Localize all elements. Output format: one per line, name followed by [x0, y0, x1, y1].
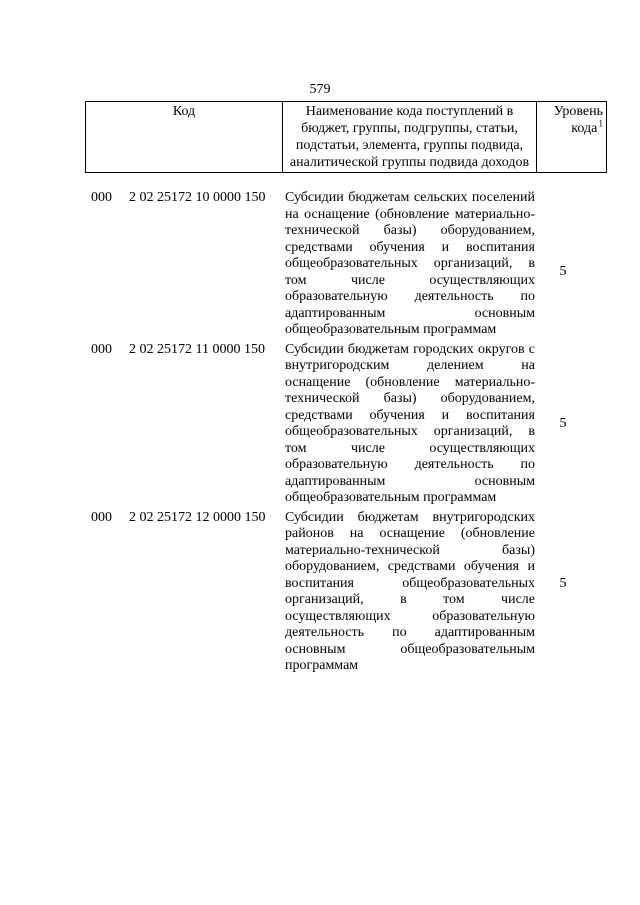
- level-value: 5: [559, 575, 567, 591]
- level-value: 5: [559, 264, 567, 279]
- table-body: [85, 190, 599, 678]
- header-table: [85, 101, 607, 173]
- income-name: Субсидии бюджетам городских округов с внутригородским делением на оснащение (обновление материально-технической базы) оборудованием, средствами обучения и воспитания общеобразовательных организаций, в том числе осуществляющих образовательную деятельность по адаптированным основным общеобразовательным программам: [285, 341, 535, 505]
- header-code: Код: [86, 102, 283, 173]
- header-level: [537, 102, 607, 173]
- header-name: Наименование кода поступлений в бюджет, группы, подгруппы, статьи, подстатьи, элемента, группы подвида, аналитической группы подвида доходов: [283, 102, 537, 173]
- admin-code: 000: [91, 341, 112, 357]
- table-row: [85, 190, 599, 339]
- kbk-code: 2 02 25172 12 0000 150: [129, 509, 266, 525]
- page-number: 579: [309, 82, 331, 97]
- admin-code: 000: [91, 190, 112, 205]
- kbk-code: 2 02 25172 11 0000 150: [129, 341, 265, 357]
- level-value: 5: [559, 415, 567, 431]
- footnote-marker: 1: [598, 118, 603, 129]
- table-row: [85, 342, 599, 507]
- kbk-code: 2 02 25172 10 0000 150: [129, 190, 266, 205]
- header-row: [86, 102, 607, 173]
- table-row: [85, 510, 599, 675]
- admin-code: 000: [91, 509, 112, 525]
- income-name: Субсидии бюджетам внутригородских районов на оснащение (обновление материально-технической базы) оборудованием, средствами обучения и воспитания общеобразовательных организаций, в том числе осуществляющих образовательную деятельность по адаптированным основным общеобразовательным программам: [285, 509, 535, 673]
- income-name: Субсидии бюджетам сельских поселений на оснащение (обновление материально-технической базы) оборудованием, средствами обучения и воспитания общеобразовательных организаций, в том числе осуществляющих образовательную деятельность по адаптированным основным общеобразовательным программам: [285, 190, 535, 337]
- header-level-label: Уровень кода: [553, 104, 603, 136]
